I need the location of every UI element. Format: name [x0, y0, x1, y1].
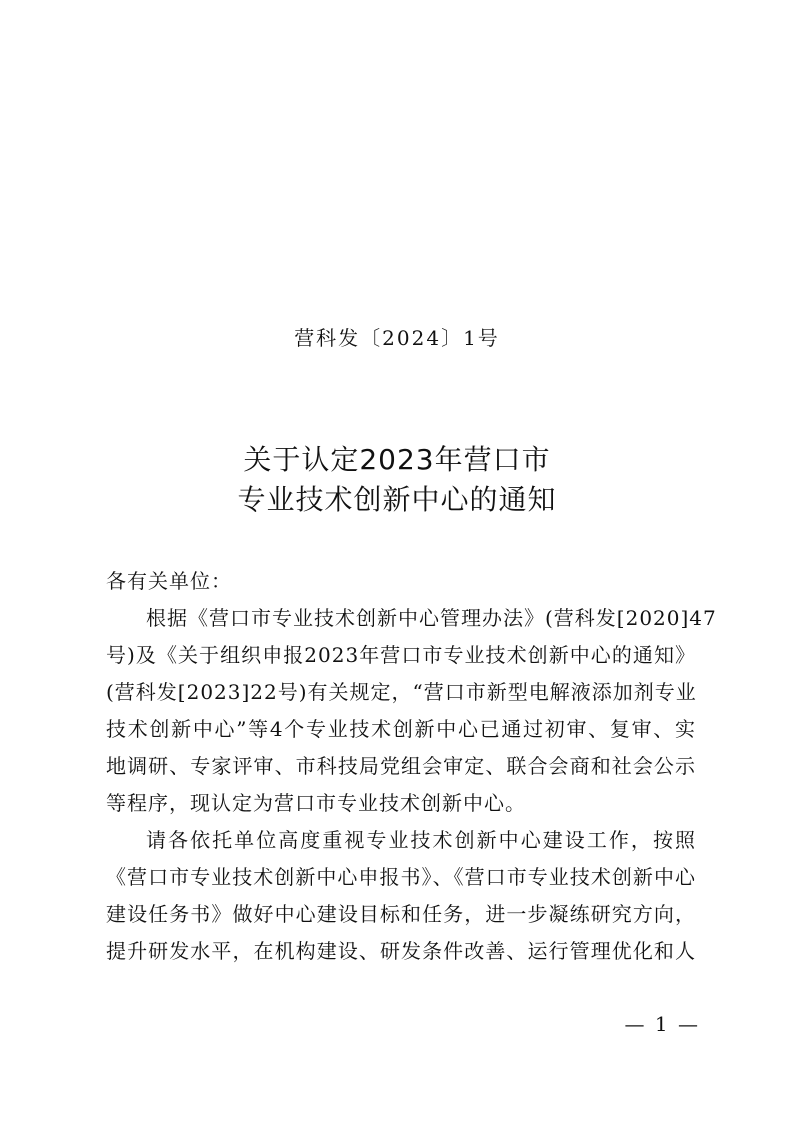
title-line-1: 关于认定2023年营口市 [243, 443, 551, 476]
paragraph-line: 等程序，现认定为营口市专业技术创新中心。 [106, 791, 526, 815]
title-line-2: 专业技术创新中心的通知 [237, 483, 557, 516]
paragraph-line: 地调研、专家评审、市科技局党组会审定、联合会商和社会公示 [106, 754, 696, 778]
paragraph-line: 根据《营口市专业技术创新中心管理办法》(营科发[2020]47 [146, 606, 717, 630]
paragraph-line: (营科发[2023]22号)有关规定，“营口市新型电解液添加剂专业 [106, 680, 697, 704]
paragraph-2 [106, 822, 696, 970]
paragraph-line: 提升研发水平，在机构建设、研发条件改善、运行管理优化和人 [106, 939, 696, 963]
salutation: 各有关单位： [106, 569, 232, 593]
paragraph-line: 技术创新中心”等4个专业技术创新中心已通过初审、复审、实 [106, 717, 696, 741]
document-title [0, 440, 794, 520]
paragraph-line: 《营口市专业技术创新中心申报书》、《营口市专业技术创新中心 [106, 865, 696, 889]
paragraph-line: 号)及《关于组织申报2023年营口市专业技术创新中心的通知》 [106, 643, 696, 667]
document-number: 营科发〔2024〕1号 [294, 326, 500, 350]
paragraph-line: 建设任务书》做好中心建设目标和任务，进一步凝练研究方向， [106, 902, 696, 926]
paragraph-1 [106, 600, 717, 822]
paragraph-line: 请各依托单位高度重视专业技术创新中心建设工作，按照 [146, 828, 696, 852]
document-body [106, 563, 717, 970]
page-number: — 1 — [624, 1012, 700, 1036]
